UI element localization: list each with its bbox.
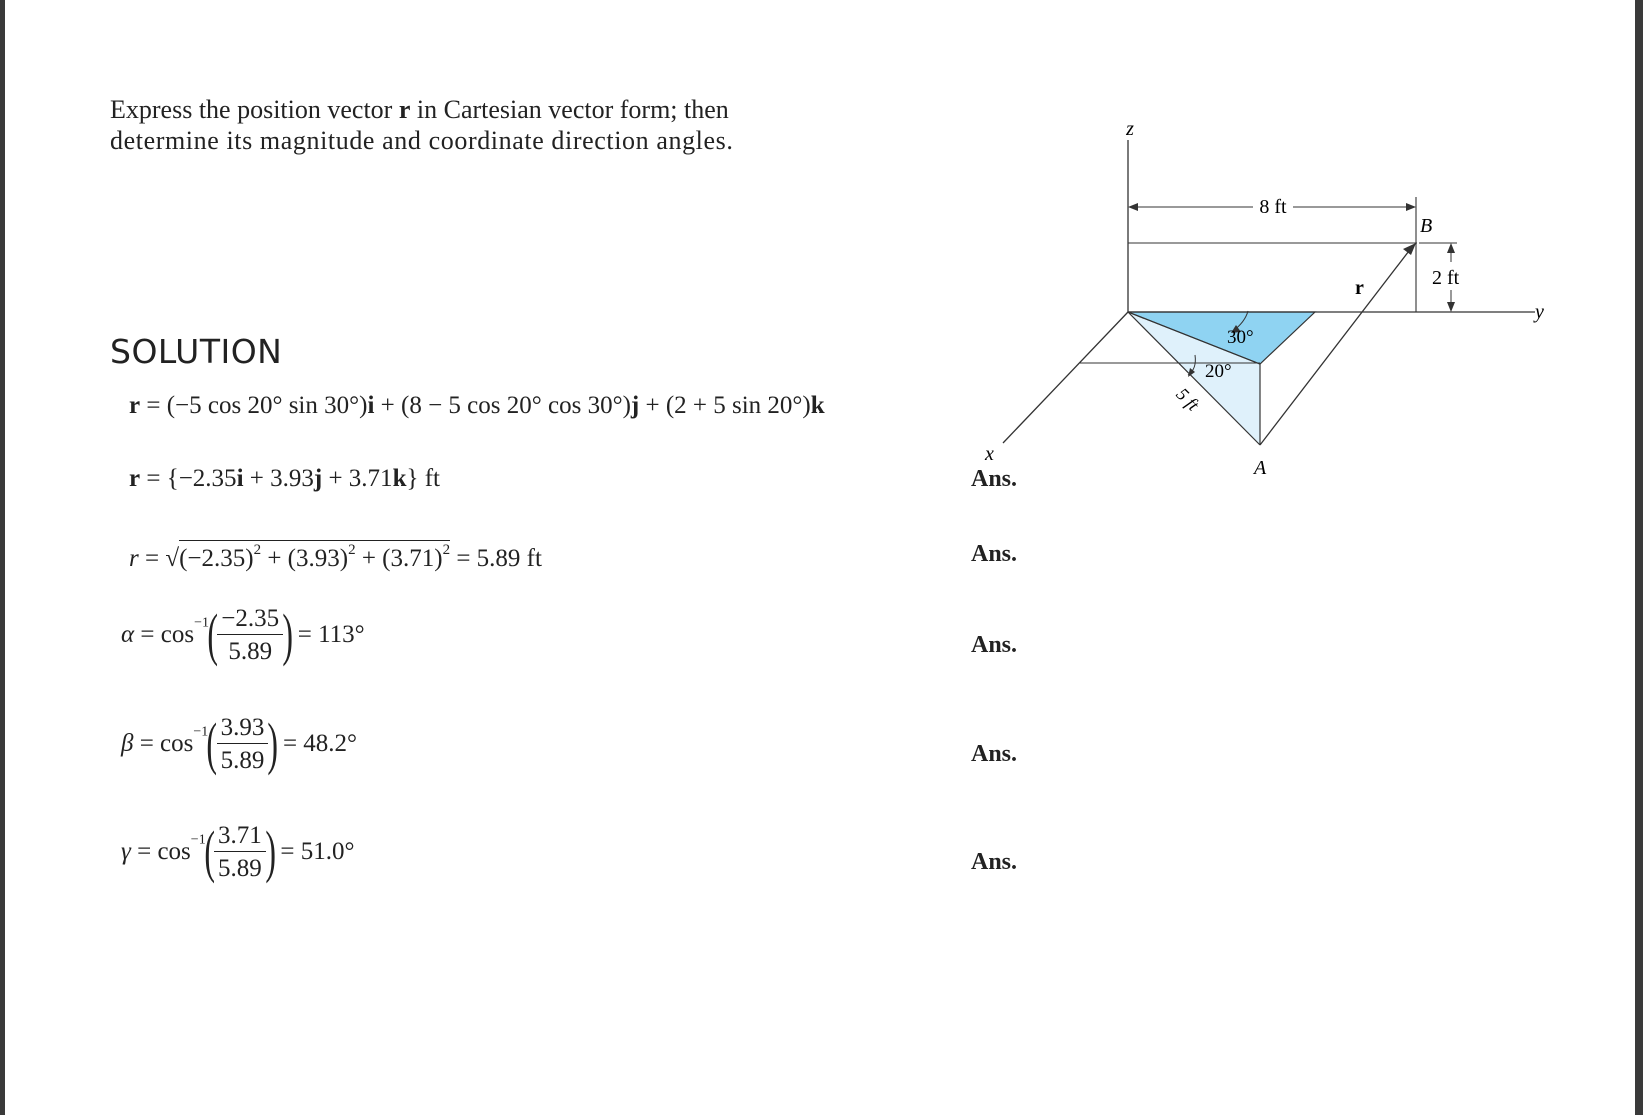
vector-r-symbol: r xyxy=(398,95,411,124)
right-paren: ) xyxy=(265,819,276,884)
problem-line-2: determine its magnitude and coordinate direction angles. xyxy=(110,126,734,155)
vector-r xyxy=(1260,247,1412,445)
equation-beta: $\beta = \cos^{-1}$( $\frac{3.93}{5.89}$ ) = 48.2° xyxy=(121,711,358,776)
fraction: $\frac{3.71}{5.89}$ xyxy=(214,822,266,882)
equation-alpha: $\alpha = \cos^{-1}$( $\frac{-2.35}{5.89}$ ) = 113° xyxy=(121,602,365,667)
radical-body: $(-2.35)^2 + (3.93)^2 + (3.71)^2$ xyxy=(179,542,451,572)
problem-line-1: Express the position vector r in Cartesian vector form; then xyxy=(110,95,729,124)
solution-heading: SOLUTION xyxy=(110,332,283,371)
point-a-label: A xyxy=(1254,457,1267,479)
right-paren: ) xyxy=(282,602,294,667)
answer-label: Ans. xyxy=(971,849,1018,875)
vector-r-arrowhead xyxy=(1403,243,1416,255)
left-paren: ( xyxy=(206,711,218,776)
equation-r-cartesian: r = {−2.35i + 3.93j + 3.71k} ft xyxy=(129,465,440,492)
dim-8ft-label: 8 ft xyxy=(1259,196,1287,218)
left-paren: ( xyxy=(207,602,218,667)
position-vector-figure xyxy=(925,100,1545,480)
point-b-label: B xyxy=(1420,215,1433,237)
answer-label: Ans. xyxy=(971,632,1018,658)
left-paren: ( xyxy=(204,819,215,884)
right-paren: ) xyxy=(267,711,279,776)
angle-20-label: 20° xyxy=(1205,361,1232,382)
dim-2ft-label: 2 ft xyxy=(1432,267,1460,289)
y-axis-label: y xyxy=(1535,301,1544,323)
fraction: $\frac{-2.35}{5.89}$ xyxy=(217,605,283,665)
equation-gamma: $\gamma = \cos^{-1}$( $\frac{3.71}{5.89}$ ) = 51.0° xyxy=(121,819,355,884)
equation-r-components: r = (−5 cos 20° sin 30°)i + (8 − 5 cos 20° cos 30°)j + (2 + 5 sin 20°)k xyxy=(129,392,825,419)
x-axis xyxy=(1003,312,1128,443)
answer-label: Ans. xyxy=(971,466,1018,492)
document-page xyxy=(5,0,1635,1115)
x-axis-label: x xyxy=(985,443,994,465)
z-axis-label: z xyxy=(1126,118,1134,140)
problem-statement xyxy=(110,94,733,156)
dim-5ft-label: 5 ft xyxy=(1172,383,1204,415)
answer-label: Ans. xyxy=(971,541,1018,567)
vector-r-label: r xyxy=(1355,277,1364,299)
answer-label: Ans. xyxy=(971,741,1018,767)
equation-magnitude: $r = √(-2.35)^2 + (3.93)^2 + (3.71)^2 = 5.89$ ft xyxy=(129,542,542,572)
fraction: $\frac{3.93}{5.89}$ xyxy=(217,714,269,774)
angle-30-label: 30° xyxy=(1227,327,1254,348)
